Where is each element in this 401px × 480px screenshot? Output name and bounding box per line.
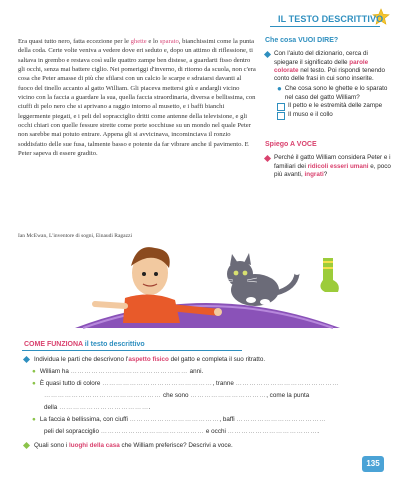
line-text: , baffi (219, 416, 235, 423)
header-divider (270, 26, 380, 27)
story-part: e lo (146, 38, 160, 45)
question-vocabulary (265, 50, 391, 83)
boy-with-cat-illustration (55, 238, 355, 330)
story-text (18, 37, 256, 158)
line-text: e occhi (205, 428, 226, 435)
line-text: William ha (39, 368, 69, 375)
story-source: Ian McEwan, L'inventore di sogni, Einaudi Ragazzi (18, 233, 133, 239)
diamond-bullet-icon (264, 155, 271, 162)
option-question (277, 85, 391, 102)
checkbox[interactable] (277, 112, 285, 120)
fill-line-6 (44, 428, 401, 435)
blank-field[interactable]: ………………………………………… (102, 380, 213, 387)
fill-line-5 (32, 416, 392, 423)
exercise-question-3 (24, 442, 384, 449)
exercise-title-main: COME FUNZIONA (24, 341, 83, 348)
blank-field[interactable]: …………………………………………… (44, 392, 162, 399)
section-header-title: IL TESTO DESCRITTIVO (278, 14, 384, 24)
line-text: della (44, 404, 58, 411)
heading-prefix: Spiego (265, 141, 291, 149)
exercise-title (24, 341, 145, 348)
sidebar-questions (265, 37, 391, 179)
bullet-dot-icon: ● (32, 416, 36, 423)
line-text: , tranne (212, 380, 234, 387)
sock-icon (320, 258, 338, 292)
sidebar-heading-oral (265, 141, 391, 149)
line-text: . (148, 404, 151, 411)
story-part: , bianchissimi come la punta della coda. Certe volte veniva a vedere dove eri seduto e, dopo un attimo di riflessione, ti saltava in grembo e restava così sulle quattro zampe ben distese, a guardarti fisso dentro gli occhi, senza mai battere ciglio. Nei pomeriggi d'inverno, di ritorno da scuola, non c'era cosa che Peter amasse di più che sfilarsi con un calcio le scarpe e sdraiarsi davanti al fuoco del tinello accanto al gatto William. Gli piaceva mettersi giù e andargli vicino vicino con la faccia a guardare la sua, quella faccia straordinaria, diversa e bellissima, con ciuffi di pelo nero che si aprivano a raggio intorno al musetto, e i baffi bianchi leggermente piegati, e i peli del sopracciglio dritti come antenne della televisione, e gli occhi chiari con quelle fessure strette come porte socchiuse su un mondo nel quale Peter non sarebbe mai potuto entrare. Appena gli si avvicinava, incominciava il ronzio soddisfatto delle sue fusa, talmente basso e potente da far vibrare anche il pavimento. E Peter sapeva di essere gradito. (18, 38, 256, 158)
heading-main: VUOI DIRE? (298, 37, 339, 44)
fill-line-2 (32, 380, 392, 387)
q-text: Quali sono i (34, 442, 70, 449)
q-text: nel testo. Poi rispondi tenendo conto delle frasi in cui sono inserite. (274, 66, 385, 83)
exercise-divider (22, 350, 242, 351)
line-text: La faccia è bellissima, con ciuffi (39, 416, 128, 423)
option-label: Il muso e il collo (288, 111, 333, 119)
q-text: Perché il gatto William considera Peter e i familiari dei (274, 154, 391, 170)
instr-text: del gatto e completa il suo ritratto. (168, 356, 266, 363)
line-text: È quasi tutto di colore (39, 380, 101, 387)
option-checkbox-1[interactable] (277, 102, 391, 111)
line-text: peli del sopracciglio (44, 428, 99, 435)
blank-field[interactable]: ………………………………… (236, 416, 327, 423)
q-text: che William preferisce? Descrivi a voce. (119, 442, 233, 449)
boy-figure (95, 247, 222, 323)
blank-field[interactable]: ………………………………… (129, 416, 220, 423)
fill-line-3 (44, 392, 401, 399)
blank-field[interactable]: …………………………… (190, 392, 267, 399)
diamond-bullet-icon (23, 356, 30, 363)
line-text: anni. (189, 368, 204, 375)
instr-highlight: aspetto fisico (128, 356, 169, 363)
story-part: Era quasi tutto nero, fatta eccezione per le (18, 38, 131, 45)
exercise-title-sub: il testo descrittivo (82, 341, 145, 348)
bullet-dot-icon: ● (277, 84, 282, 94)
diamond-bullet-icon (23, 442, 30, 449)
blank-field[interactable]: ……………………………………… (235, 380, 340, 387)
heading-main: A VOCE (290, 141, 317, 149)
sidebar-heading-vocabulary (265, 37, 391, 45)
instr-text: Individua le parti che descrivono l' (34, 356, 129, 363)
q-highlight: ridicoli esseri umani (307, 162, 369, 170)
heading-prefix: Che cosa (265, 37, 299, 44)
q-highlight: ingrati (304, 170, 324, 178)
diamond-bullet-icon (264, 51, 271, 58)
blank-field[interactable]: …………………………………………… (70, 368, 188, 375)
blank-field[interactable]: ……………………………………… (100, 428, 205, 435)
blank-field[interactable]: ………………………………… (59, 404, 149, 411)
line-text: che sono (163, 392, 189, 399)
question-oral (265, 154, 391, 179)
q-text: e, poco più avanti, (274, 162, 391, 178)
line-text: . (317, 428, 320, 435)
fill-line-1 (32, 368, 392, 375)
bullet-dot-icon: ● (32, 380, 36, 387)
line-text: , come la punta (266, 392, 310, 399)
blank-field[interactable]: ………………………………… (227, 428, 318, 435)
q-highlight: luoghi della casa (69, 442, 120, 449)
q-text: ? (323, 170, 328, 178)
checkbox[interactable] (277, 103, 285, 111)
option-label: Il petto e le estremità delle zampe (288, 102, 383, 110)
highlight-word-sparato: sparato (159, 38, 179, 45)
exercise-instruction (24, 356, 384, 363)
q-highlight: parole colorate (274, 58, 369, 74)
bullet-dot-icon: ● (32, 368, 36, 375)
fill-line-4 (44, 404, 401, 411)
option-text: Che cosa sono le ghette e lo sparato nel caso del gatto William? (284, 85, 388, 101)
highlight-word-ghette: ghette (130, 38, 147, 45)
page-number: 135 (362, 456, 384, 472)
q-text: Con l'aiuto del dizionario, cerca di spiegare il significato delle (274, 50, 368, 66)
option-checkbox-2[interactable] (277, 111, 391, 120)
cat-figure (223, 253, 300, 306)
